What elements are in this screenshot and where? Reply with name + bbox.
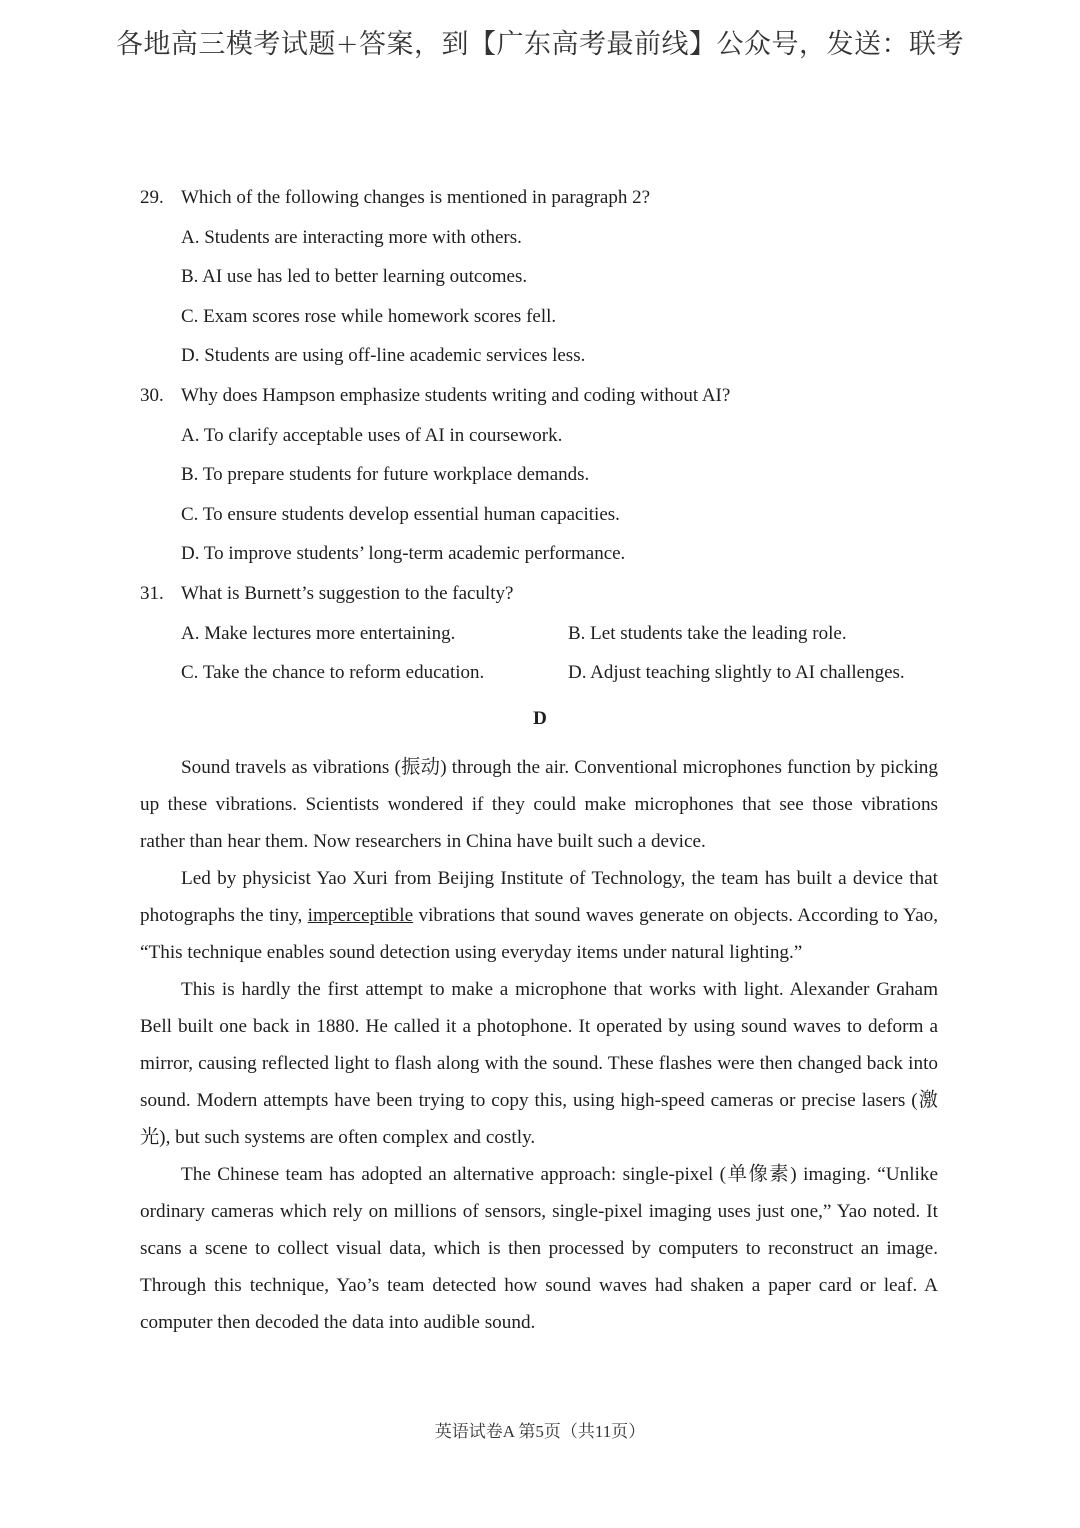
question-text: Which of the following changes is mentioned in paragraph 2?	[181, 187, 651, 208]
option-a: A. To clarify acceptable uses of AI in coursework.	[181, 424, 563, 446]
option-a: A. Students are interacting more with others.	[181, 226, 522, 248]
option-b: B. AI use has led to better learning outcomes.	[181, 266, 528, 288]
question-31	[140, 580, 940, 699]
section-heading: D	[533, 708, 547, 729]
page-footer: 英语试卷A 第5页（共11页）	[434, 1422, 646, 1441]
paragraph-2-start: Led by physicist Yao Xuri from Beijing Institute of Technology, the team has built a device that photographs the tiny,	[140, 868, 938, 926]
option-b: B. Let students take the leading role.	[568, 622, 847, 644]
option-c: C. To ensure students develop essential human capacities.	[181, 503, 620, 525]
option-d: D. To improve students’ long-term academic performance.	[181, 543, 626, 565]
paragraph-3: This is hardly the first attempt to make a microphone that works with light. Alexander Graham Bell built one back in 1880. He called it a photophone. It operated by using sound waves to deform a mirror, causing reflected light to flash along with the sound. These flashes were then changed back into sound. Modern attempts have been trying to copy this, using high-speed cameras or precise lasers (激光), but such systems are often complex and costly.	[140, 979, 938, 1148]
option-d: D. Students are using off-line academic services less.	[181, 345, 586, 367]
paragraph-2-end: vibrations that sound waves generate on objects. According to Yao, “This technique enables sound detection using everyday items under natural lighting.”	[140, 905, 938, 963]
paragraph-2	[140, 860, 938, 971]
option-a: A. Make lectures more entertaining.	[181, 622, 456, 644]
paragraph-4: The Chinese team has adopted an alternative approach: single-pixel (单像素) imaging. “Unlike ordinary cameras which rely on millions of sensors, single-pixel imaging uses just one,” Yao noted. It scans a scene to collect visual data, which is then processed by computers to reconstruct an image. Through this technique, Yao’s team detected how sound waves had shaken a paper card or leaf. A computer then decoded the data into audible sound.	[140, 1164, 938, 1333]
paragraph-1: Sound travels as vibrations (振动) through the air. Conventional microphones function by picking up these vibrations. Scientists wondered if they could make microphones that see those vibrations rather than hear them. Now researchers in China have built such a device.	[140, 757, 938, 852]
underlined-word: imperceptible	[307, 905, 414, 926]
option-b: B. To prepare students for future workplace demands.	[181, 464, 590, 486]
option-c: C. Exam scores rose while homework scores fell.	[181, 305, 557, 327]
questions-block	[140, 184, 940, 699]
question-30	[140, 382, 940, 580]
question-text: What is Burnett’s suggestion to the faculty?	[181, 582, 514, 604]
question-text: Why does Hampson emphasize students writing and coding without AI?	[181, 384, 731, 406]
promo-banner: 各地高三模考试题+答案，到【广东高考最前线】公众号，发送：联考	[115, 29, 965, 60]
question-number: 29.	[140, 187, 164, 208]
reading-passage	[140, 749, 938, 1341]
question-29	[140, 184, 940, 382]
question-number: 30.	[140, 384, 164, 406]
option-c: C. Take the chance to reform education.	[181, 662, 485, 684]
option-d: D. Adjust teaching slightly to AI challenges.	[568, 662, 905, 684]
question-number: 31.	[140, 582, 164, 604]
